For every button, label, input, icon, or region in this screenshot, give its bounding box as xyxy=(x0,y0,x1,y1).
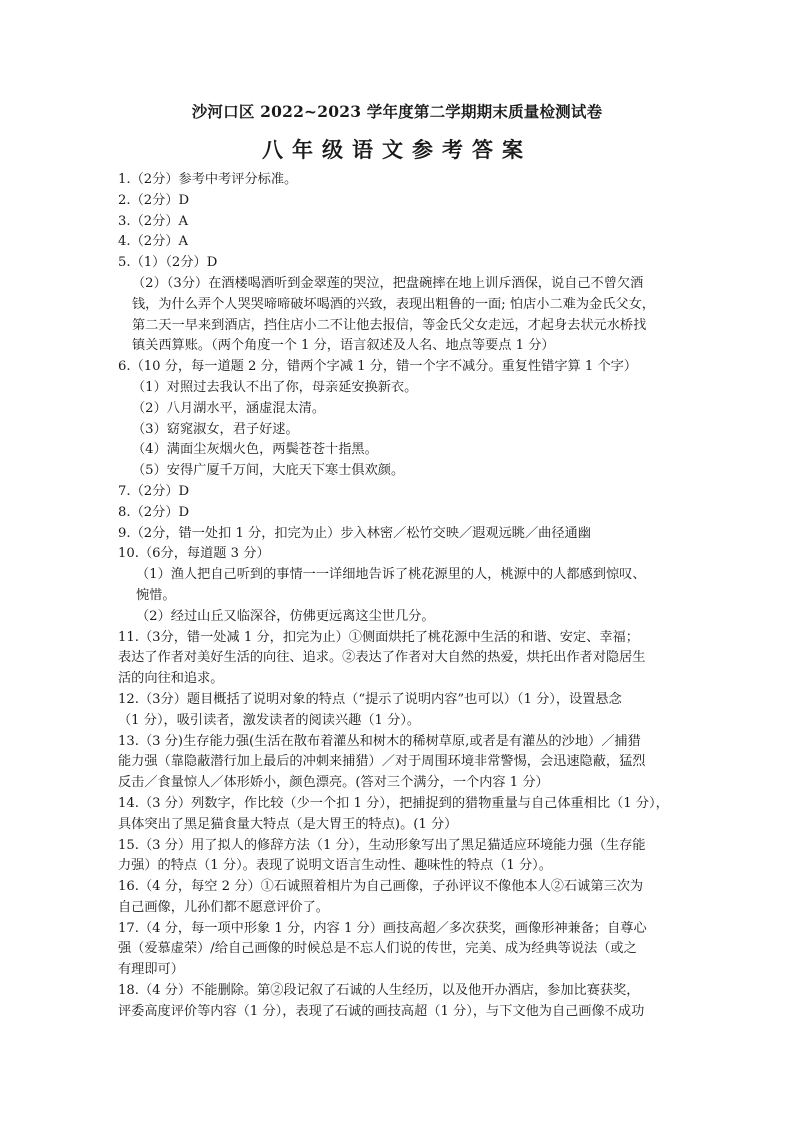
answer-line: （1）对照过去我认不出了你，母亲延安换新衣。 xyxy=(132,379,418,395)
answer-line: （2）经过山丘又临深谷，仿佛更远离这尘世几分。 xyxy=(136,608,435,624)
answer-line: 18.（4 分）不能删除。第②段记叙了石诚的人生经历，以及他开办酒店，参加比赛获奖， xyxy=(118,983,640,999)
answer-body xyxy=(118,170,686,1023)
answer-line: 11.（3分，错一处减 1 分，扣完为止）①侧面烘托了桃花源中生活的和谐、安定、幸福； xyxy=(118,629,639,645)
answer-line: 8.（2分）D xyxy=(118,504,190,520)
answer-line: 13.（3 分)生存能力强(生活在散布着灌丛和树木的稀树草原,或者是有灌丛的沙地）／捕猎 xyxy=(118,733,641,749)
answer-line: 2.（2分）D xyxy=(118,192,190,208)
answer-line: 活的向往和追求。 xyxy=(118,671,224,687)
answer-line: 10.（6分，每道题 3 分） xyxy=(118,546,270,562)
answer-line: 评委高度评价等内容（1 分），表现了石诚的画技高超（1 分），与下文他为自己画像不成功 xyxy=(118,1003,645,1019)
answer-line: 5.（1）（2分）D xyxy=(118,255,218,271)
answer-line: 反击／食量惊人／体形娇小，颜色漂亮。(答对三个满分，一个内容 1 分） xyxy=(118,775,549,791)
answer-line: （2）（3分）在酒楼喝酒听到金翠莲的哭泣，把盘碗摔在地上训斥酒保，说自己不曾欠酒 xyxy=(132,275,644,291)
answer-line: 力强）的特点（1 分）。表现了说明文语言生动性、趣味性的特点（1 分）。 xyxy=(118,858,552,874)
answer-line: 有理即可） xyxy=(118,962,184,978)
answer-line: 镇关西算账。（两个角度一个 1 分，语言叙述及人名、地点等要点 1 分） xyxy=(132,338,555,354)
answer-line: 强（爱慕虚荣）/给自己画像的时候总是不忘人们说的传世，完美、成为经典等说法（或之 xyxy=(118,941,637,957)
answer-line: 3.（2分）A xyxy=(118,213,189,229)
answer-line: 第二天一早来到酒店，挡住店小二不让他去报信，等金氏父女走远，才起身去状元水桥找 xyxy=(132,317,647,333)
answer-line: 17.（4 分，每一项中形象 1 分，内容 1 分）画技高超／多次获奖，画像形神兼备；自尊心 xyxy=(118,920,647,936)
answer-line: （1）渔人把自己听到的事情一一详细地告诉了桃花源里的人，桃源中的人都感到惊叹、 xyxy=(136,567,646,583)
answer-line: 钱，为什么弄个人哭哭啼啼破坏喝酒的兴致，表现出粗鲁的一面; 怕店小二难为金氏父女， xyxy=(132,296,655,312)
answer-line: 7.（2分）D xyxy=(118,483,190,499)
answer-line: （2）八月湖水平，涵虚混太清。 xyxy=(132,400,326,416)
answer-line: 12.（3分）题目概括了说明对象的特点（“提示了说明内容”也可以）（1 分），设置悬念 xyxy=(118,691,622,707)
answer-line: （4）满面尘灰烟火色，两鬓苍苍十指黑。 xyxy=(132,442,378,458)
answer-line: 15.（3 分）用了拟人的修辞方法（1 分），生动形象写出了黑足猫适应环境能力强（生存能 xyxy=(118,837,646,853)
answer-line: 惋惜。 xyxy=(136,587,176,603)
answer-line: 表达了作者对美好生活的向往、追求。②表达了作者对大自然的热爱，烘托出作者对隐居生 xyxy=(118,650,646,666)
answer-line: 4.（2分）A xyxy=(118,234,189,250)
answer-line: 自己画像，儿孙们都不愿意评价了。 xyxy=(118,899,329,915)
exam-title: 沙河口区 2022~2023 学年度第二学期期末质量检测试卷 xyxy=(191,102,603,121)
answer-line: 9.（2分，错一处扣 1 分，扣完为止）步入林密／松竹交映／遐观远眺／曲径通幽 xyxy=(118,525,591,541)
answer-line: 能力强（靠隐蔽潜行加上最后的冲刺来捕猎）／对于周围环境非常警惕，会迅速隐蔽，猛烈 xyxy=(118,754,646,770)
answer-line: （1 分），吸引读者，激发读者的阅读兴趣（1 分）。 xyxy=(118,712,421,728)
answer-line: （5）安得广厦千万间，大庇天下寒士俱欢颜。 xyxy=(132,463,405,479)
answer-line: 6.（10 分，每一道题 2 分，错两个字减 1 分，错一个字不减分。重复性错字算 1 个字） xyxy=(118,359,638,375)
answer-line: 14.（3 分）列数字，作比较（少一个扣 1 分），把捕捉到的猎物重量与自己体重相比（1 分）， xyxy=(118,795,669,811)
answer-line: 具体突出了黑足猫食量大特点（是大胃王的特点)。(1 分） xyxy=(118,816,458,832)
answer-line: 1.（2分）参考中考评分标准。 xyxy=(118,172,298,187)
page-title: 八年级语文参考答案 xyxy=(262,137,532,162)
answer-line: 16.（4 分，每空 2 分）①石诚照着相片为自己画像，子孙评议不像他本人②石诚第三次为 xyxy=(118,879,644,895)
answer-line: （3）窈窕淑女，君子好逑。 xyxy=(132,421,299,437)
